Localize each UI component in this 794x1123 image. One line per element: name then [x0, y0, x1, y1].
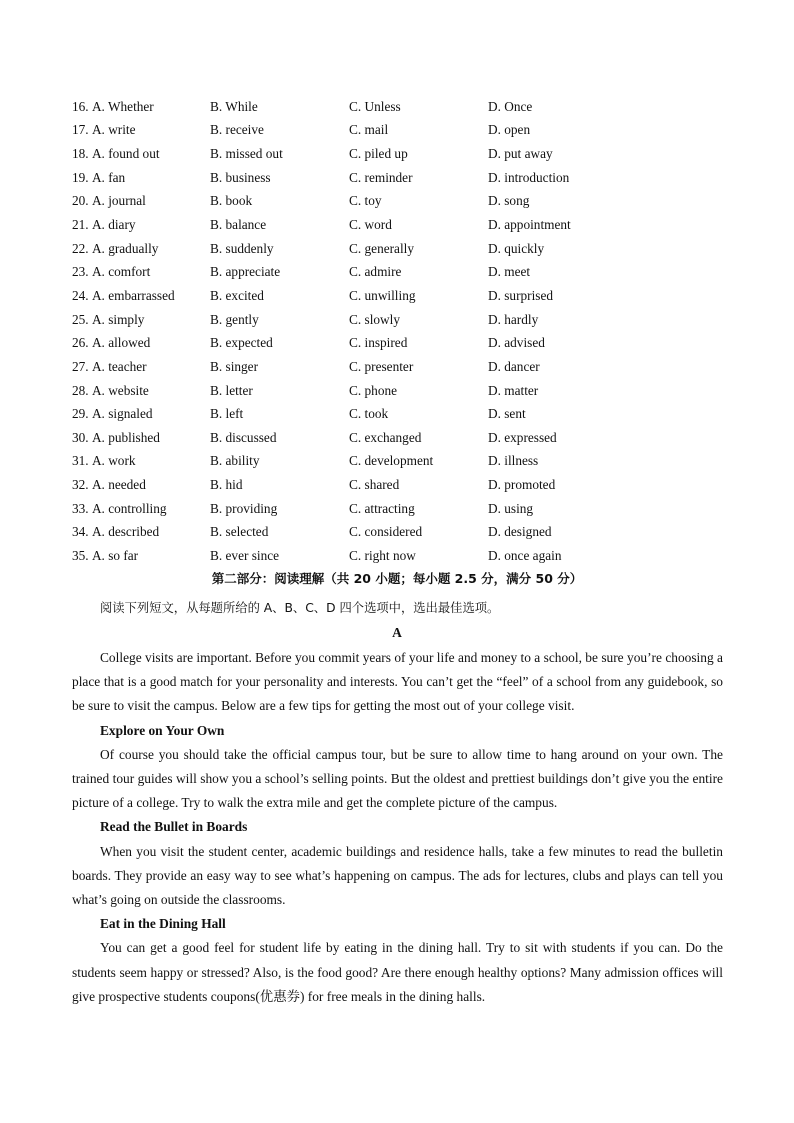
option-a: 25. A. simply: [72, 311, 145, 327]
option-row-20: [72, 190, 732, 214]
tip-heading-bulletin: Read the Bullet in Boards: [100, 819, 248, 835]
option-row-24: [72, 284, 732, 308]
option-row-25: [72, 308, 732, 332]
cloze-options-list: [72, 95, 732, 568]
option-a: 33. A. controlling: [72, 500, 167, 516]
section-instructions: 阅读下列短文，从每题所给的 A、B、C、D 四个选项中，选出最佳选项。: [100, 601, 500, 615]
option-c: C. right now: [349, 547, 416, 563]
option-b: B. balance: [210, 217, 267, 233]
option-c: C. exchanged: [349, 429, 422, 445]
option-c: C. Unless: [349, 98, 401, 114]
tip-text-explore: Of course you should take the official campus tour, but be sure to allow time to hang around on your own. The trained tour guides will show you a school’s selling points. But the oldest and prettiest buildings don’t give you the entire picture of a college. Try to walk the extra mile and get the complete picture of the campus.: [72, 746, 723, 811]
option-row-31: [72, 450, 732, 474]
reading-passage: [72, 646, 723, 1009]
option-row-33: [72, 497, 732, 521]
option-b: B. selected: [210, 524, 269, 540]
option-row-23: [72, 260, 732, 284]
option-b: B. business: [210, 169, 271, 185]
option-d: D. promoted: [488, 477, 556, 493]
option-d: D. open: [488, 122, 531, 138]
option-d: D. surprised: [488, 287, 553, 303]
option-a: 29. A. signaled: [72, 406, 153, 422]
option-a: 24. A. embarrassed: [72, 287, 175, 303]
option-c: C. generally: [349, 240, 414, 256]
option-row-29: [72, 402, 732, 426]
option-a: 28. A. website: [72, 382, 149, 398]
option-row-21: [72, 213, 732, 237]
option-c: C. unwilling: [349, 287, 416, 303]
option-row-28: [72, 379, 732, 403]
tip-text-bulletin: When you visit the student center, academic buildings and residence halls, take a few minutes to read the bulletin boards. They provide an easy way to see what’s happening on campus. The ads for lectures, clubs and plays can tell you what’s going on outside the classrooms.: [72, 843, 723, 908]
option-d: D. once again: [488, 547, 562, 563]
option-row-16: [72, 95, 732, 119]
option-a: 26. A. allowed: [72, 335, 151, 351]
option-d: D. designed: [488, 524, 552, 540]
option-row-27: [72, 355, 732, 379]
option-b: B. providing: [210, 500, 278, 516]
option-a: 19. A. fan: [72, 169, 126, 185]
option-b: B. appreciate: [210, 264, 281, 280]
option-b: B. letter: [210, 382, 253, 398]
option-row-19: [72, 166, 732, 190]
option-a: 35. A. so far: [72, 547, 139, 563]
option-a: 27. A. teacher: [72, 358, 147, 374]
option-b: B. singer: [210, 358, 259, 374]
option-d: D. using: [488, 500, 534, 516]
option-d: D. song: [488, 193, 530, 209]
option-row-34: [72, 521, 732, 545]
option-c: C. phone: [349, 382, 398, 398]
option-c: C. admire: [349, 264, 402, 280]
option-b: B. ever since: [210, 547, 280, 563]
option-b: B. expected: [210, 335, 273, 351]
option-d: D. illness: [488, 453, 539, 469]
passage-intro: College visits are important. Before you commit years of your life and money to a school, be sure you’re choosing a place that is a good match for your personality and interests. You can’t get the “feel” of a school from any guidebook, so be sure to visit the campus. Below are a few tips for getting the most out of your college visit.: [72, 650, 723, 714]
tip-text-dining: You can get a good feel for student life by eating in the dining hall. Try to sit with students if you can. Do the students seem happy or stressed? Also, is the food good? Are there enough healthy options? Many admission offices will give prospective students coupons(优惠券) for free meals in the dining halls.: [72, 940, 723, 1004]
option-d: D. hardly: [488, 311, 539, 327]
option-row-30: [72, 426, 732, 450]
option-c: C. toy: [349, 193, 382, 209]
option-b: B. left: [210, 406, 244, 422]
option-row-26: [72, 331, 732, 355]
passage-letter: A: [392, 625, 402, 640]
option-d: D. sent: [488, 406, 526, 422]
option-a: 16. A. Whether: [72, 98, 154, 114]
option-c: C. development: [349, 453, 434, 469]
section-title: 第二部分：阅读理解（共 20 小题；每小题 2.5 分，满分 50 分）: [211, 571, 583, 586]
option-a: 22. A. gradually: [72, 240, 159, 256]
option-d: D. put away: [488, 146, 553, 162]
option-a: 23. A. comfort: [72, 264, 151, 280]
option-b: B. discussed: [210, 429, 277, 445]
option-c: C. attracting: [349, 500, 415, 516]
option-a: 32. A. needed: [72, 477, 146, 493]
option-d: D. expressed: [488, 429, 557, 445]
option-b: B. While: [210, 98, 258, 114]
option-c: C. shared: [349, 477, 400, 493]
option-a: 21. A. diary: [72, 217, 136, 233]
option-b: B. receive: [210, 122, 264, 138]
option-a: 34. A. described: [72, 524, 160, 540]
option-b: B. excited: [210, 287, 264, 303]
option-c: C. inspired: [349, 335, 408, 351]
tip-heading-explore: Explore on Your Own: [100, 722, 225, 738]
option-d: D. meet: [488, 264, 531, 280]
option-a: 17. A. write: [72, 122, 136, 138]
option-a: 30. A. published: [72, 429, 160, 445]
option-c: C. piled up: [349, 146, 408, 162]
option-c: C. considered: [349, 524, 423, 540]
option-a: 31. A. work: [72, 453, 136, 469]
option-row-32: [72, 473, 732, 497]
option-row-17: [72, 119, 732, 143]
option-c: C. word: [349, 217, 392, 233]
option-c: C. mail: [349, 122, 389, 138]
tip-heading-dining: Eat in the Dining Hall: [100, 916, 226, 932]
option-d: D. introduction: [488, 169, 570, 185]
option-d: D. matter: [488, 382, 539, 398]
option-d: D. appointment: [488, 217, 571, 233]
option-a: 20. A. journal: [72, 193, 146, 209]
option-b: B. missed out: [210, 146, 283, 162]
option-row-22: [72, 237, 732, 261]
option-c: C. slowly: [349, 311, 400, 327]
option-d: D. advised: [488, 335, 545, 351]
option-b: B. suddenly: [210, 240, 274, 256]
option-a: 18. A. found out: [72, 146, 160, 162]
option-b: B. book: [210, 193, 253, 209]
option-c: C. presenter: [349, 358, 414, 374]
option-c: C. took: [349, 406, 389, 422]
option-row-18: [72, 142, 732, 166]
option-d: D. quickly: [488, 240, 545, 256]
option-c: C. reminder: [349, 169, 413, 185]
option-b: B. ability: [210, 453, 260, 469]
option-b: B. gently: [210, 311, 259, 327]
option-row-35: [72, 544, 732, 568]
option-d: D. Once: [488, 98, 533, 114]
option-b: B. hid: [210, 477, 243, 493]
option-d: D. dancer: [488, 358, 540, 374]
